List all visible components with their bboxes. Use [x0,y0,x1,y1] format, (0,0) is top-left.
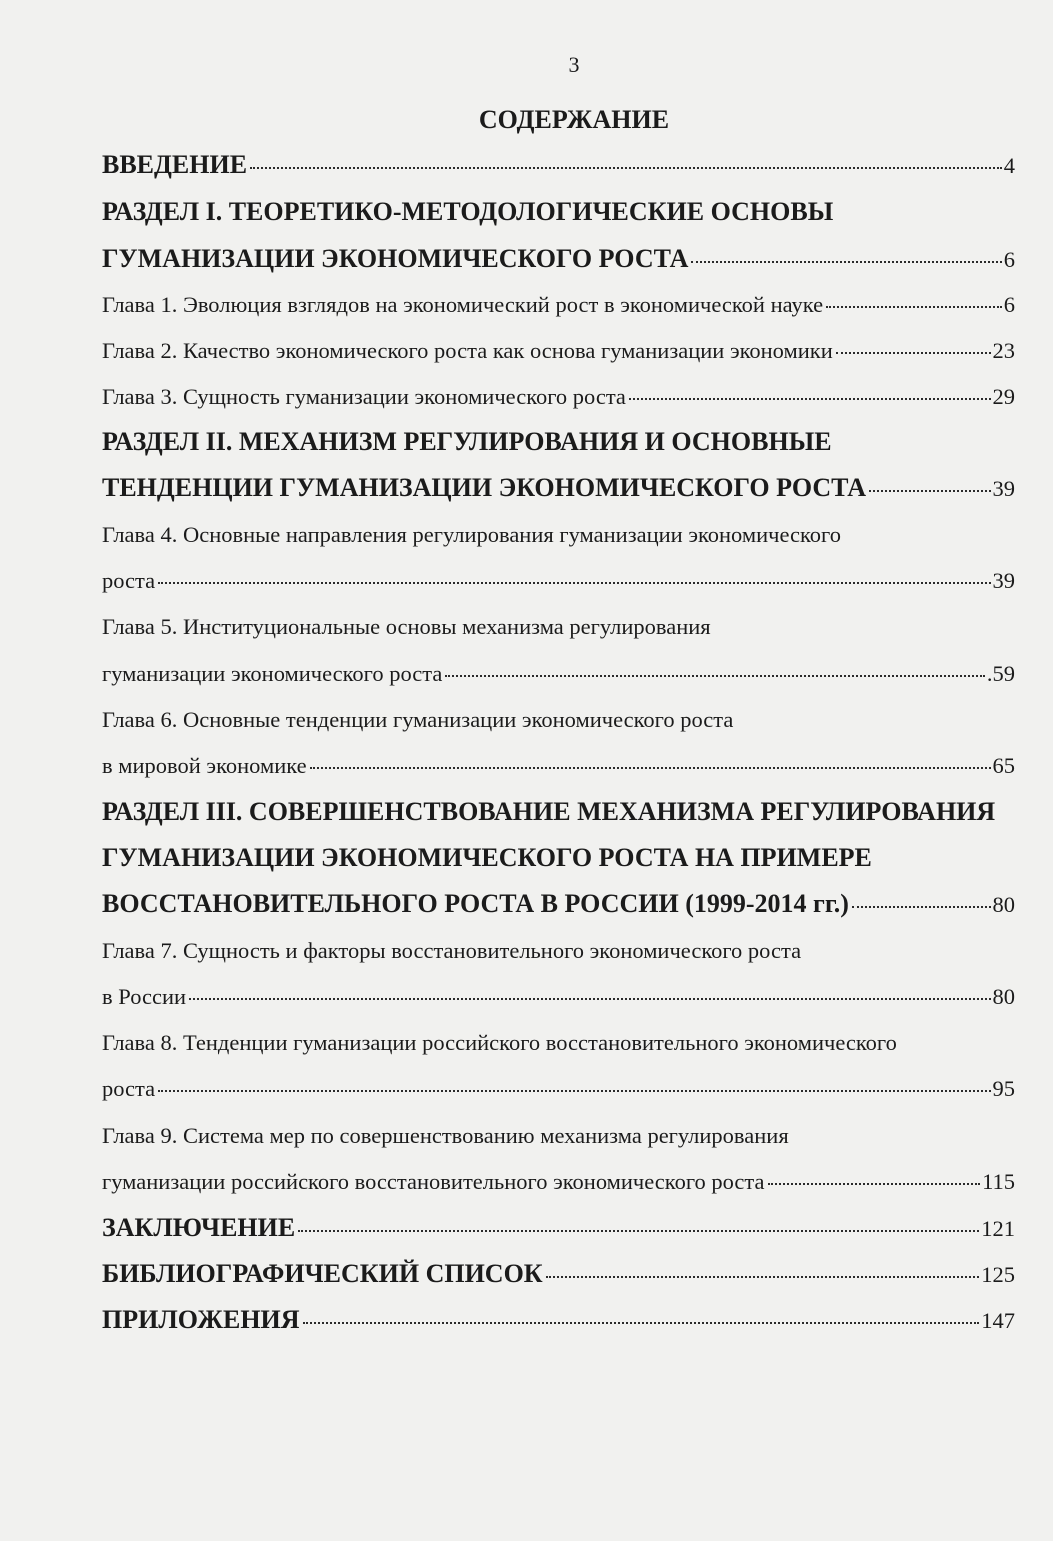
entry-text: Глава 2. Качество экономического роста как основа гуманизации экономики [102,338,833,363]
entry-text: ГУМАНИЗАЦИИ ЭКОНОМИЧЕСКОГО РОСТА [102,244,689,273]
entry-text: Глава 7. Сущность и факторы восстановительного экономического роста [102,938,802,963]
toc-section-3-line-1 [102,795,1015,829]
toc-chapter-9-line-2 [102,1165,1015,1199]
entry-text: Глава 9. Система мер по совершенствованию механизма регулирования [102,1123,789,1148]
toc-chapter-4-line-1 [102,518,1015,552]
toc-entry-introduction [102,148,1015,183]
toc-chapter-5-line-1 [102,610,1015,644]
dot-leader [768,1183,981,1185]
dot-leader [445,675,985,677]
entry-text: гуманизации экономического роста [102,661,443,686]
entry-text: ПРИЛОЖЕНИЯ [102,1305,300,1334]
entry-page: 80 [992,984,1015,1009]
entry-page: 39 [992,476,1015,501]
dot-leader [158,1090,990,1092]
toc-chapter-1 [102,288,1015,322]
entry-text: ВОССТАНОВИТЕЛЬНОГО РОСТА В РОССИИ (1999-2014 гг.) [102,889,849,918]
entry-page: 121 [981,1216,1015,1241]
entry-page: 95 [992,1076,1015,1101]
entry-page: 23 [992,338,1015,363]
toc-chapter-7-line-2 [102,980,1015,1014]
toc-section-2-line-2 [102,471,1015,506]
entry-text: РАЗДЕЛ I. ТЕОРЕТИКО-МЕТОДОЛОГИЧЕСКИЕ ОСНОВЫ [102,197,834,226]
entry-text: Глава 5. Институциональные основы механизма регулирования [102,614,711,639]
dot-leader [158,582,990,584]
toc-chapter-7-line-1 [102,934,1015,968]
entry-text: роста [102,1076,156,1101]
entry-text: в России [102,984,187,1009]
dot-leader [303,1322,980,1324]
entry-text: РАЗДЕЛ II. МЕХАНИЗМ РЕГУЛИРОВАНИЯ И ОСНОВНЫЕ [102,427,832,456]
dot-leader [836,352,991,354]
entry-page: 65 [992,753,1015,778]
entry-page: 6 [1003,247,1015,272]
page-number: 3 [568,52,580,77]
toc-section-1-line-1 [102,195,1015,229]
entry-page: 4 [1003,153,1015,178]
toc-chapter-8-line-1 [102,1026,1040,1060]
toc-section-3-line-2 [102,841,1015,875]
toc-chapter-3 [102,380,1015,414]
entry-page: .59 [986,661,1015,686]
dot-leader [546,1276,980,1278]
dot-leader [310,767,991,769]
entry-text: РАЗДЕЛ III. СОВЕРШЕНСТВОВАНИЕ МЕХАНИЗМА РЕГУЛИРОВАНИЯ [102,797,996,826]
toc-chapter-4-line-2 [102,564,1015,598]
dot-leader [869,490,991,492]
entry-text: ВВЕДЕНИЕ [102,150,248,179]
entry-text: ЗАКЛЮЧЕНИЕ [102,1213,296,1242]
toc-chapter-2 [102,334,1015,368]
dot-leader [189,998,990,1000]
entry-text: Глава 1. Эволюция взглядов на экономический рост в экономической науке [102,292,824,317]
toc-title: СОДЕРЖАНИЕ [478,105,670,134]
entry-text: Глава 4. Основные направления регулирования гуманизации экономического [102,522,841,547]
entry-page: 29 [992,384,1015,409]
toc-section-2-line-1 [102,425,1015,459]
entry-text: ТЕНДЕНЦИИ ГУМАНИЗАЦИИ ЭКОНОМИЧЕСКОГО РОСТА [102,473,866,502]
dot-leader [852,906,991,908]
toc-chapter-8-line-2 [102,1072,1015,1106]
entry-text: Глава 6. Основные тенденции гуманизации экономического роста [102,707,734,732]
dot-leader [250,167,1002,169]
toc-chapter-6-line-1 [102,703,1015,737]
toc-entry-appendices [102,1303,1015,1338]
toc-section-1-line-2 [102,242,1015,277]
toc-chapter-6-line-2 [102,749,1015,783]
toc-entry-conclusion [102,1211,1015,1246]
dot-leader [691,261,1001,263]
toc-chapter-5-line-2 [102,657,1015,691]
entry-page: 80 [992,892,1015,917]
dot-leader [826,306,1002,308]
dot-leader [298,1230,979,1232]
entry-page: 147 [981,1308,1015,1333]
entry-page: 6 [1003,292,1015,317]
toc-entry-bibliography [102,1257,1015,1292]
entry-page: 39 [992,568,1015,593]
entry-text: ГУМАНИЗАЦИИ ЭКОНОМИЧЕСКОГО РОСТА НА ПРИМЕРЕ [102,843,872,872]
entry-page: 115 [982,1169,1015,1194]
entry-text: Глава 8. Тенденции гуманизации российского восстановительного экономического [102,1030,897,1055]
entry-text: роста [102,568,156,593]
dot-leader [629,398,991,400]
entry-page: 125 [981,1262,1015,1287]
entry-text: в мировой экономике [102,753,307,778]
entry-text: БИБЛИОГРАФИЧЕСКИЙ СПИСОК [102,1259,543,1288]
entry-text: гуманизации российского восстановительного экономического роста [102,1169,765,1194]
entry-text: Глава 3. Сущность гуманизации экономического роста [102,384,626,409]
toc-chapter-9-line-1 [102,1119,1015,1153]
toc-section-3-line-3 [102,887,1015,922]
